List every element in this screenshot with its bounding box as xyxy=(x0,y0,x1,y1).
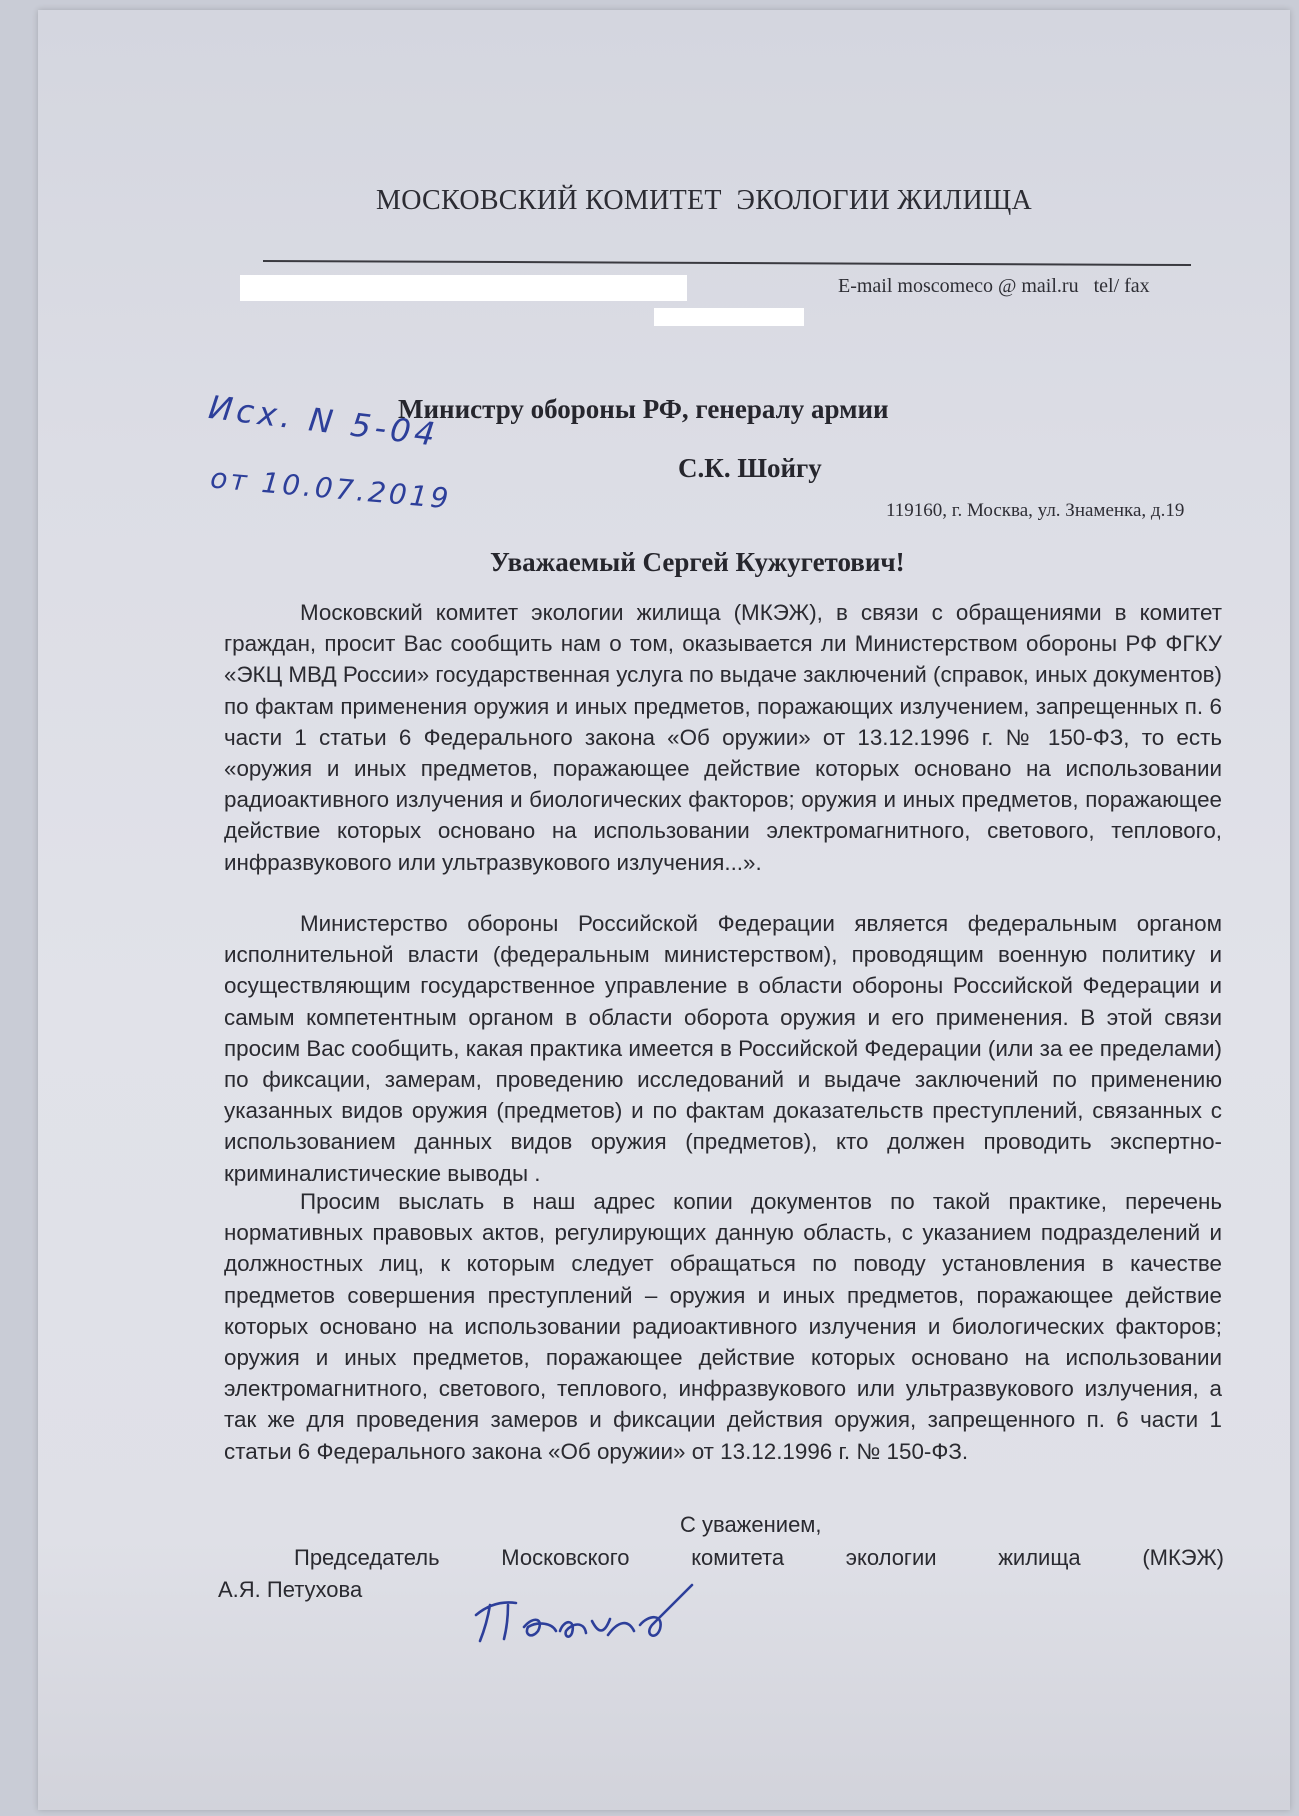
signer-name: А.Я. Петухова xyxy=(218,1577,363,1602)
handwritten-signature xyxy=(468,1575,698,1655)
body-paragraph xyxy=(224,908,1222,1189)
paragraph-text: Московский комитет экологии жилища (МКЭЖ), в связи с обращениями в комитет граждан, просит Вас сообщить нам о том, оказывается ли Министерством обороны РФ ФГКУ «ЭКЦ МВД России» государственная услуга по выдаче заключений (справок, иных документов) по фактам применения оружия и иных предметов, поражающих излучением, запрещенных п. 6 части 1 статьи 6 Федерального закона «Об оружии» от 13.12.1996 г. № 150-ФЗ, то есть «оружия и иных предметов, поражающее действие которых основано на использовании радиоактивного излучения и биологических факторов; оружия и иных предметов, поражающее действие которых основано на использовании электромагнитного, светового, теплового, инфразвукового или ультразвукового излучения...». xyxy=(224,600,1222,875)
addressee-title: Министру обороны РФ, генералу армии xyxy=(398,394,889,424)
paragraph-text: Просим выслать в наш адрес копии документов по такой практике, перечень нормативных правовых актов, регулирующих данную область, с указанием подразделений и должностных лиц, к которым следует обращаться по поводу установления в качестве предметов совершения преступлений – оружия и иных предметов, поражающее действие которых основано на использовании радиоактивного излучения и биологических факторов; оружия и иных предметов, поражающее действие которых основано на использовании электромагнитного, светового, теплового, инфразвукового или ультразвукового излучения, а так же для проведения замеров и фиксации действия оружия, запрещенного п. 6 части 1 статьи 6 Федерального закона «Об оружии» от 13.12.1996 г. № 150-ФЗ. xyxy=(224,1189,1222,1464)
salutation: Уважаемый Сергей Кужугетович! xyxy=(490,547,905,577)
signer-word: Московского xyxy=(501,1545,630,1570)
signer-word: комитета xyxy=(691,1545,785,1570)
letter-page xyxy=(38,10,1290,1810)
body-paragraph xyxy=(224,1186,1222,1467)
addressee-name: С.К. Шойгу xyxy=(678,453,822,483)
organization-header: МОСКОВСКИЙ КОМИТЕТ ЭКОЛОГИИ ЖИЛИЩА xyxy=(376,185,1033,216)
closing-regards: С уважением, xyxy=(680,1512,822,1537)
signer-word: Председатель xyxy=(294,1545,440,1570)
header-divider xyxy=(263,260,1191,266)
redacted-block xyxy=(654,308,804,326)
handwritten-outgoing-date: от 10.07.2019 xyxy=(209,461,453,516)
signer-title xyxy=(294,1545,1224,1571)
addressee-address: 119160, г. Москва, ул. Знаменка, д.19 xyxy=(886,500,1185,521)
paragraph-text: Министерство обороны Российской Федерации является федеральным органом исполнительной власти (федеральным министерством), проводящим военную политику и осуществляющим государственное управление в области обороны Российской Федерации и самым компетентным органом в области оборота оружия и его применения. В этой связи просим Вас сообщить, какая практика имеется в Российской Федерации (или за ее пределами) по фиксации, замерам, проведению исследований и выдаче заключений по применению указанных видов оружия (предметов) и по фактам доказательств преступлений, связанных с использованием данных видов оружия (предметов), кто должен проводить экспертно-криминалистические выводы . xyxy=(224,911,1222,1186)
redacted-block xyxy=(240,275,687,301)
contact-line: E-mail moscomeco @ mail.ru tel/ fax xyxy=(838,275,1150,297)
body-paragraph xyxy=(224,597,1222,878)
handwritten-outgoing-number: Исх. N 5-04 xyxy=(206,388,441,454)
signer-word: (МКЭЖ) xyxy=(1142,1545,1224,1570)
signer-word: экологии xyxy=(845,1545,937,1570)
signer-word: жилища xyxy=(998,1545,1081,1570)
